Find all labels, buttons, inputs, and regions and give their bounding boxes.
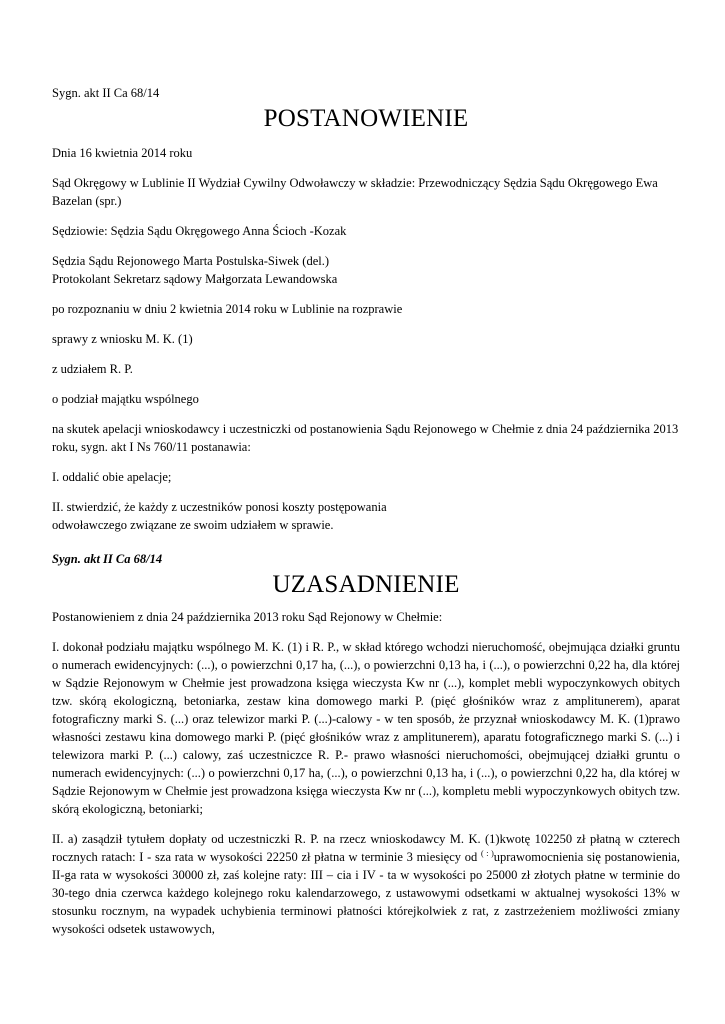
case-signature: Sygn. akt II Ca 68/14 xyxy=(52,86,160,100)
justification-signature: Sygn. akt II Ca 68/14 xyxy=(52,552,163,566)
appeal-paragraph: na skutek apelacji wnioskodawcy i uczestniczki od postanowienia Sądu Rejonowego w Chełmie z dnia 24 października 2013 roku, sygn. akt I Ns 760/11 postanawia: xyxy=(52,422,679,454)
justification-point-2 xyxy=(52,830,680,938)
participant-line: z udziałem R. P. xyxy=(52,362,133,376)
subject-line: o podział majątku wspólnego xyxy=(52,392,199,406)
court-composition: Sąd Okręgowy w Lublinie II Wydział Cywilny Odwoławczy w składzie: Przewodniczący Sędzia Sądu Okręgowego Ewa Bazelan (spr.) xyxy=(52,176,658,208)
justification-point-1: I. dokonał podziału majątku wspólnego M. K. (1) i R. P., w skład którego wchodzi nieruchomość, obejmująca działki gruntu o numerach ewidencyjnych: (...), o powierzchni 0,17 ha, (...), o powierzchni 0,13 ha, i (...), o powierzchni 0,22 ha, dla której w Sądzie Rejonowym w Chełmie jest prowadzona księga wieczysta Kw nr (...), komplet mebli wypoczynkowych obitych tzw. skórą ekologiczną, betoniarka, zestaw kina domowego marki P. (pięć głośników wraz z amplitunerem), aparat fotograficzny marki S. (...) oraz telewizor marki P. (...)-calowy - w ten sposób, że przyznał wnioskodawcy M. K. (1)prawo własności zestawu kina domowego marki P. (pięć głośników wraz z amplitunerem), aparatu fotograficznego marki S. (...) i telewizora marki P. (...) calowy, zaś uczestniczce R. P.- prawo własności nieruchomości, obejmującej działki gruntu o numerach ewidencyjnych: (...) o powierzchni 0,17 ha, (...), o powierzchni 0,13 ha, i (...), o powierzchni 0,22 ha, dla której w Sądzie Rejonowym w Chełmie jest prowadzona księga wieczysta Kw nr (...), kompletu mebli wypoczynkowych obitych tzw. skórą ekologiczną, betoniarki; xyxy=(52,640,680,816)
justification-title: UZASADNIENIE xyxy=(272,571,460,598)
point-2-text-start: II. a) zasądził tytułem dopłaty od uczestniczki R. P. na rzecz wnioskodawcy M. K. (1)kwotę 102250 zł płatną w czterech rocznych ratach: I - sza rata w wysokości 22250 zł płatna w terminie 3 miesięcy od xyxy=(52,832,680,864)
second-judge-line: Sędzia Sądu Rejonowego Marta Postulska-Siwek (del.) xyxy=(52,254,330,268)
ruling-point-1: I. oddalić obie apelacje; xyxy=(52,470,172,484)
ruling-point-2-line-1: II. stwierdzić, że każdy z uczestników ponosi koszty postępowania xyxy=(52,500,387,514)
ruling-date: Dnia 16 kwietnia 2014 roku xyxy=(52,146,193,160)
clerk-line: Protokolant Sekretarz sądowy Małgorzata Lewandowska xyxy=(52,272,338,286)
point-2-text-end: uprawomocnienia się postanowienia, II-ga rata w wysokości 30000 zł, zaś kolejne raty: III – cia i IV - ta w wysokości po 25000 zł złotych płatne w terminie do 30-tego dnia czerwca każdego kolejnego roku kalendarzowego, z ustawowymi odsetkami w aktualnej wysokości 13% w stosunku rocznym, na wypadek uchybienia terminowi płatności którejkolwiek z rat, z zastrzeżeniem możliwości zmiany wysokości odsetek ustawowych, xyxy=(52,850,680,936)
document-title: POSTANOWIENIE xyxy=(263,105,469,132)
judges-line: Sędziowie: Sędzia Sądu Okręgowego Anna Ścioch -Kozak xyxy=(52,224,347,238)
justification-intro: Postanowieniem z dnia 24 października 2013 roku Sąd Rejonowy w Chełmie: xyxy=(52,610,443,624)
document-page xyxy=(52,84,680,950)
ruling-point-2-line-2: odwoławczego związane ze swoim udziałem w sprawie. xyxy=(52,518,334,532)
hearing-line: po rozpoznaniu w dniu 2 kwietnia 2014 roku w Lublinie na rozprawie xyxy=(52,302,403,316)
point-2-superscript: ( : ) xyxy=(480,848,494,858)
case-line: sprawy z wniosku M. K. (1) xyxy=(52,332,193,346)
